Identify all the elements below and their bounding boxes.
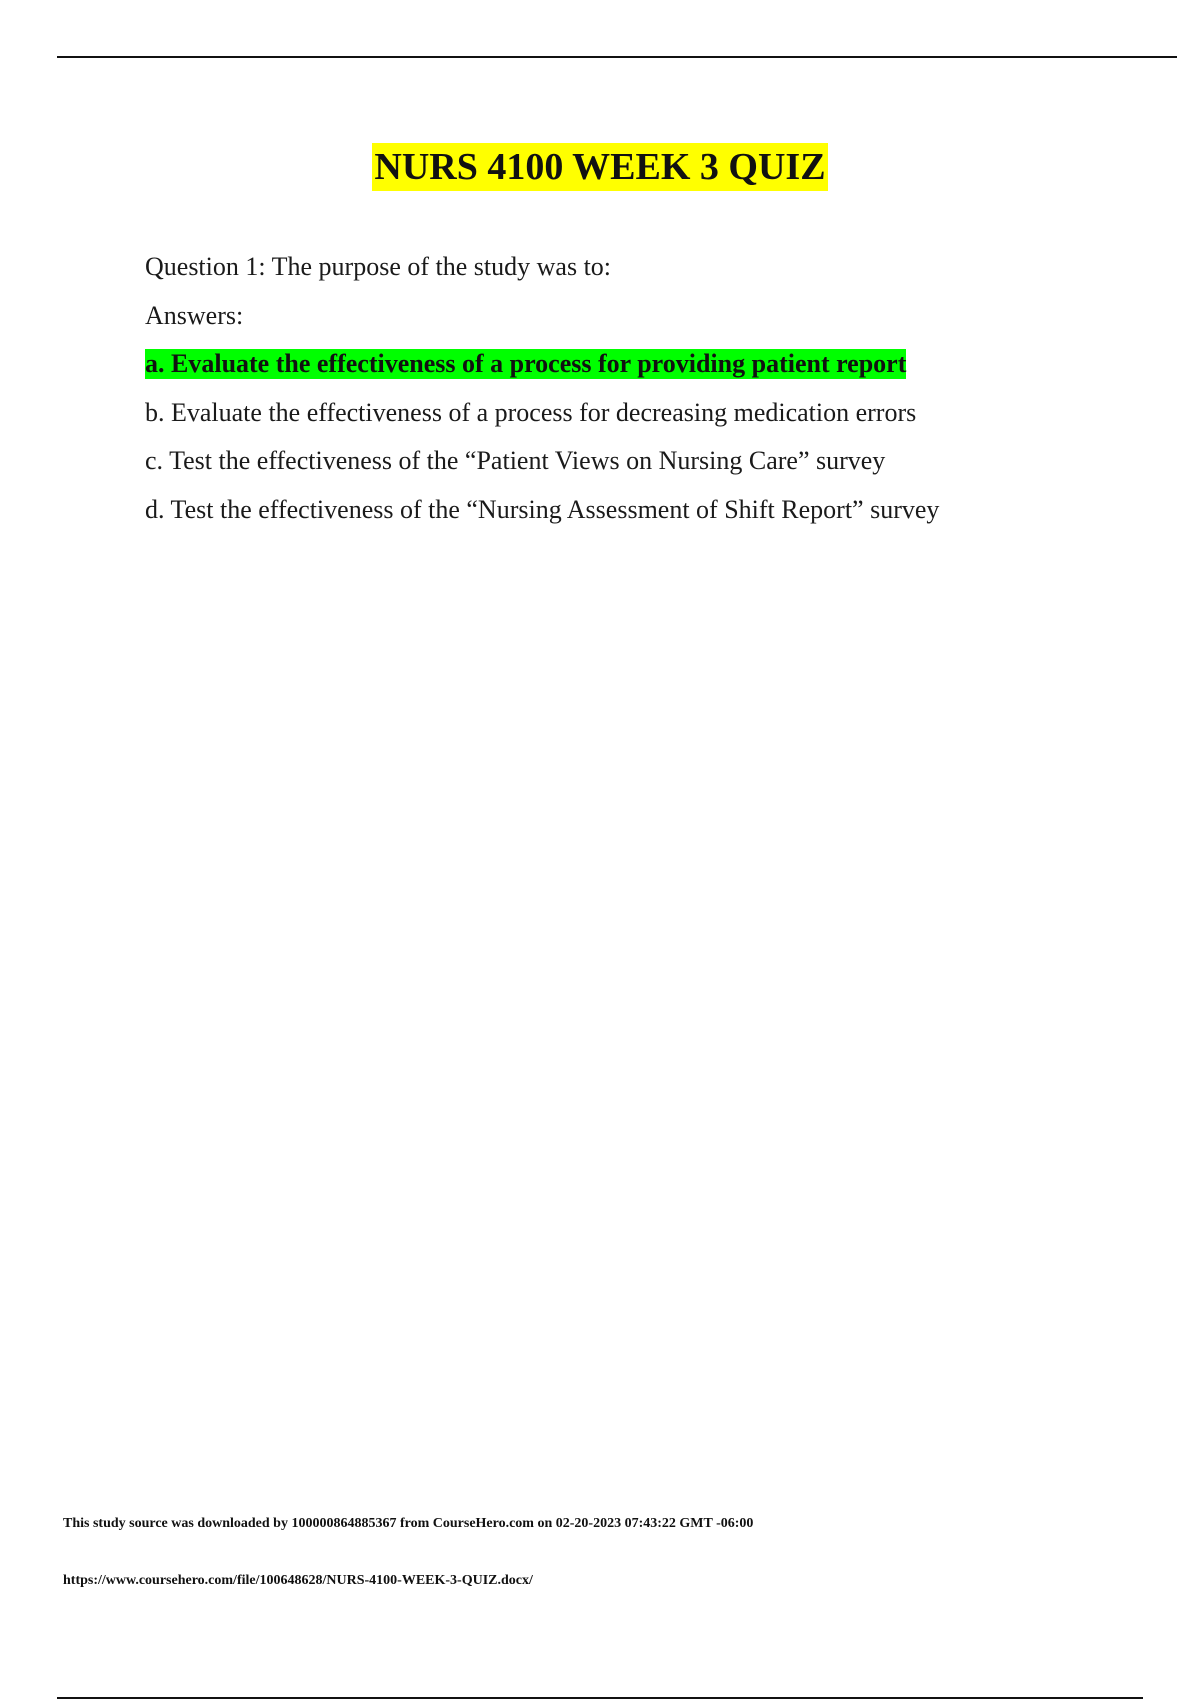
top-rule <box>57 56 1177 58</box>
download-source-notice: This study source was downloaded by 100000864885367 from CourseHero.com on 02-20-2023 07:43:22 GMT -06:00 <box>63 1516 754 1531</box>
bottom-rule <box>57 1697 1143 1699</box>
answer-d: d. Test the effectiveness of the “Nursing Assessment of Shift Report” survey <box>145 494 940 524</box>
question-text: Question 1: The purpose of the study was to: <box>145 252 612 281</box>
document-title: NURS 4100 WEEK 3 QUIZ <box>372 143 827 191</box>
answer-a-text: a. Evaluate the effectiveness of a process for providing patient report <box>145 349 907 378</box>
title-container <box>0 143 1200 191</box>
answer-a <box>145 349 1105 379</box>
source-url: https://www.coursehero.com/file/100648628/NURS-4100-WEEK-3-QUIZ.docx/ <box>63 1573 533 1588</box>
quiz-content <box>145 252 1105 543</box>
answer-c: c. Test the effectiveness of the “Patient Views on Nursing Care” survey <box>145 446 886 475</box>
answer-b: b. Evaluate the effectiveness of a process for decreasing medication errors <box>145 397 917 427</box>
answers-label: Answers: <box>145 300 244 330</box>
